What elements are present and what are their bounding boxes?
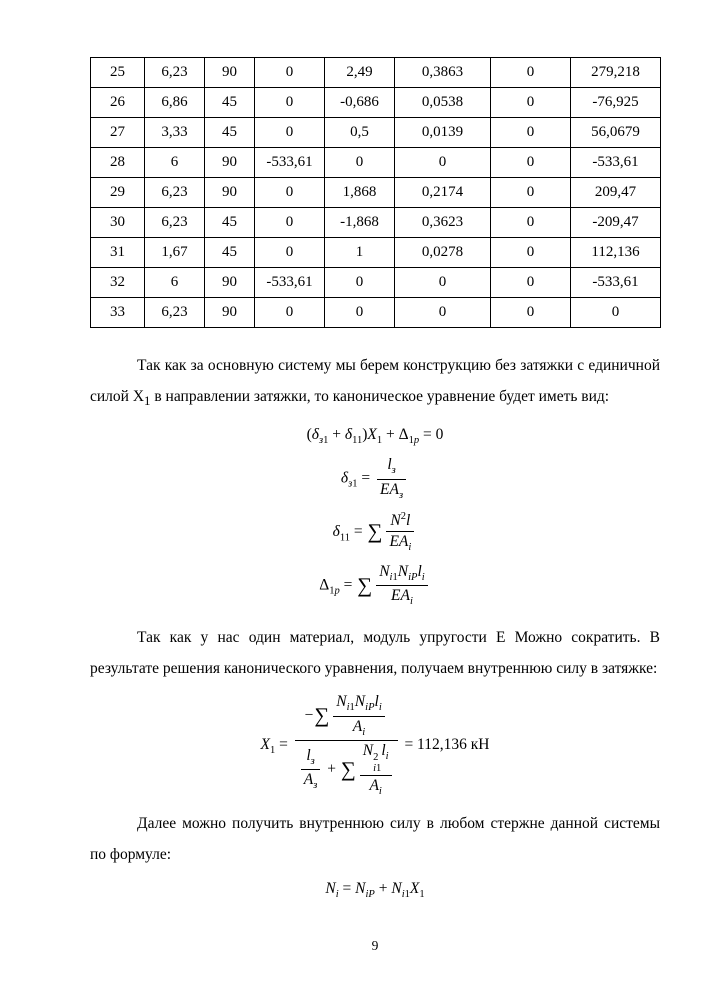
table-cell: 26 — [91, 88, 145, 118]
table-cell: 0,0538 — [395, 88, 491, 118]
paragraph-canonical-intro: Так как за основную систему мы берем конструкцию без затяжки с единичной силой $X_1$ в направлении затяжки, то каноническое уравнение будет иметь вид: — [90, 357, 660, 409]
document-page — [90, 57, 660, 901]
table-cell: 0 — [255, 238, 325, 268]
table-cell: -533,61 — [571, 148, 661, 178]
table-cell: 1 — [325, 238, 395, 268]
table-cell: 0 — [491, 268, 571, 298]
table-cell: -533,61 — [255, 148, 325, 178]
calculation-table — [90, 57, 661, 328]
table-row — [91, 58, 661, 88]
table-cell: 6 — [145, 148, 205, 178]
table-cell: 0 — [491, 88, 571, 118]
table-cell: 1,67 — [145, 238, 205, 268]
table-cell: 28 — [91, 148, 145, 178]
table-cell: 0 — [255, 58, 325, 88]
table-cell: -1,868 — [325, 208, 395, 238]
table-cell: 0 — [491, 58, 571, 88]
table-cell: 0 — [491, 238, 571, 268]
table-cell: 29 — [91, 178, 145, 208]
table-cell: 45 — [205, 118, 255, 148]
table-row — [91, 178, 661, 208]
page-number: 9 — [371, 938, 379, 953]
table-cell: 90 — [205, 58, 255, 88]
table-row — [91, 238, 661, 268]
table-cell: -209,47 — [571, 208, 661, 238]
table-cell: 45 — [205, 88, 255, 118]
table-cell: 0 — [491, 148, 571, 178]
table-cell: 279,218 — [571, 58, 661, 88]
table-cell: 2,49 — [325, 58, 395, 88]
table-cell: 0 — [255, 118, 325, 148]
table-cell: 6,23 — [145, 178, 205, 208]
table-cell: 0,3623 — [395, 208, 491, 238]
table-cell: 6,23 — [145, 298, 205, 328]
table-cell: 1,868 — [325, 178, 395, 208]
table-cell: 0,0139 — [395, 118, 491, 148]
table-cell: 45 — [205, 238, 255, 268]
table-cell: 27 — [91, 118, 145, 148]
table-row — [91, 268, 661, 298]
table-cell: 6,23 — [145, 58, 205, 88]
formula-delta-z1: $\delta_{з1}$ = $\frac{l_з}{EA_з}$ — [90, 456, 660, 501]
table-cell: 90 — [205, 178, 255, 208]
table-cell: 90 — [205, 148, 255, 178]
table-cell: 0,2174 — [395, 178, 491, 208]
table-cell: 0,3863 — [395, 58, 491, 88]
table-cell: 209,47 — [571, 178, 661, 208]
table-cell: 0 — [255, 88, 325, 118]
table-cell: 0 — [395, 268, 491, 298]
table-cell: 0 — [491, 178, 571, 208]
table-cell: -76,925 — [571, 88, 661, 118]
table-cell: 0 — [395, 148, 491, 178]
formula-ni: $N_i = N_{iP} + N_{i1}X_1$ — [325, 879, 425, 901]
table-cell: 0 — [255, 178, 325, 208]
table-cell: 0,5 — [325, 118, 395, 148]
paragraph-material-note: Так как у нас один материал, модуль упругости Е Можно сократить. В результате решения канонического уравнения, получаем внутреннюю силу в затяжке: — [90, 629, 660, 678]
table-cell: 0 — [325, 298, 395, 328]
table-cell: 0 — [491, 118, 571, 148]
table-cell: 0 — [491, 298, 571, 328]
table-cell: -533,61 — [571, 268, 661, 298]
table-row — [91, 118, 661, 148]
table-cell: 31 — [91, 238, 145, 268]
table-cell: 0 — [491, 208, 571, 238]
table-body — [91, 58, 661, 328]
table-cell: 45 — [205, 208, 255, 238]
table-cell: -0,686 — [325, 88, 395, 118]
table-cell: 25 — [91, 58, 145, 88]
table-cell: 32 — [91, 268, 145, 298]
table-cell: 0 — [571, 298, 661, 328]
paragraph-internal-force: Далее можно получить внутреннюю силу в любом стержне данной системы по формуле: — [90, 814, 660, 863]
table-row — [91, 148, 661, 178]
table-row — [91, 88, 661, 118]
formula-delta-1p: $\Delta_{1p}$ = ∑ $\frac{N_{i1}N_{iP}l_i}{EA_i}$ — [90, 563, 660, 608]
table-cell: 3,33 — [145, 118, 205, 148]
table-cell: 0,0278 — [395, 238, 491, 268]
table-cell: 90 — [205, 298, 255, 328]
table-cell: -533,61 — [255, 268, 325, 298]
table-cell: 0 — [255, 298, 325, 328]
table-cell: 0 — [255, 208, 325, 238]
table-cell: 90 — [205, 268, 255, 298]
table-cell: 30 — [91, 208, 145, 238]
table-cell: 6,86 — [145, 88, 205, 118]
formula-delta-11: $\delta_{11}$ = ∑ $\frac{N^2l}{EA_i}$ — [90, 511, 660, 554]
table-cell: 0 — [325, 148, 395, 178]
table-cell: 6,23 — [145, 208, 205, 238]
table-cell: 0 — [395, 298, 491, 328]
table-cell: 112,136 — [571, 238, 661, 268]
table-cell: 33 — [91, 298, 145, 328]
table-cell: 6 — [145, 268, 205, 298]
table-cell: 56,0679 — [571, 118, 661, 148]
formula-x1-result: $X_1$ = −∑ $\frac{N_{i1}N_{iP}l_i}{A_i}$ $\frac{l_з}{A_з}$ + ∑ N 2 i1 $l_i$ $A_i$ = 112,136 кН — [260, 693, 490, 797]
table-row — [91, 298, 661, 328]
table-row — [91, 208, 661, 238]
table-cell: 0 — [325, 268, 395, 298]
formula-canonical-equation: $(\delta_{з1} + \delta_{11})X_1 + \Delta_{1p} = 0$ — [306, 426, 444, 447]
